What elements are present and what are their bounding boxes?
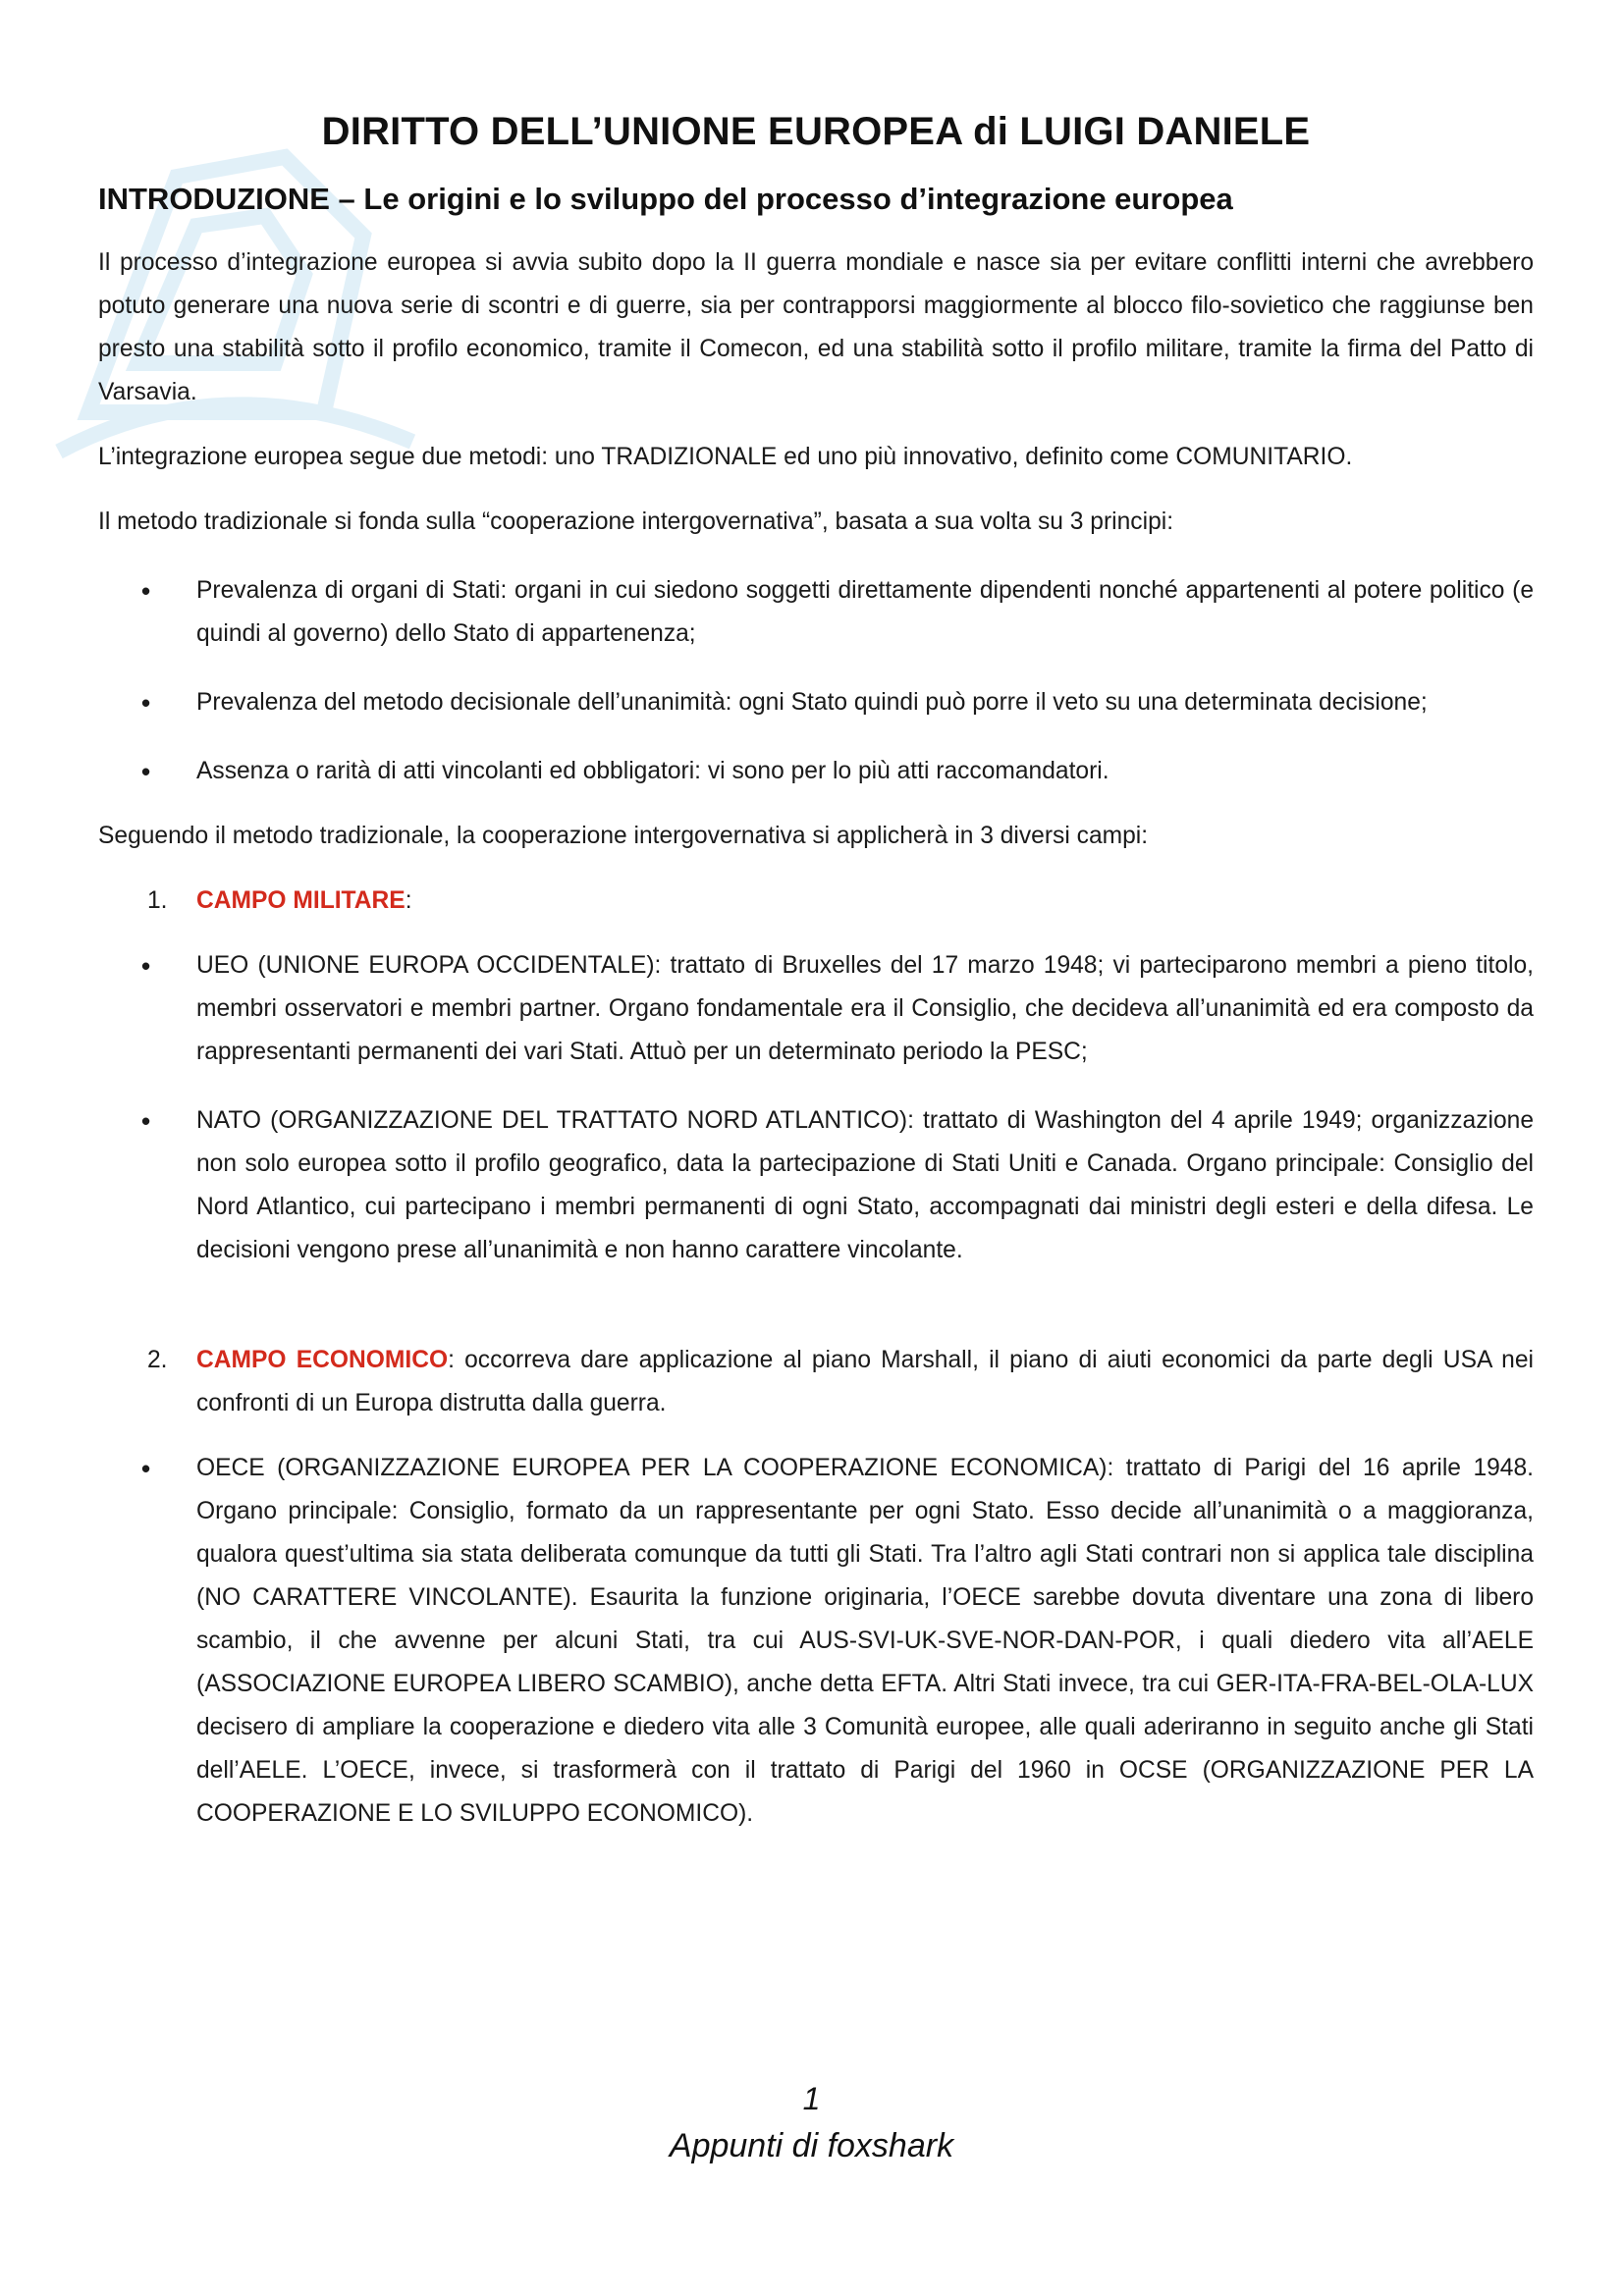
bullet-icon: • [141,688,151,718]
traditional-method-paragraph: Il metodo tradizionale si fonda sulla “cooperazione intergovernativa”, basata a sua volta su 3 principi: [98,508,1174,535]
list-number: 2. [147,1347,168,1373]
ueo-text: UEO (UNIONE EUROPA OCCIDENTALE): trattato di Bruxelles del 17 marzo 1948; vi parteciparono membri a pieno titolo, membri osservatori e membri partner. Organo fondamentale era il Consiglio, che decideva all’unanimità ed era composto da rappresentanti permanenti dei vari Stati. Attuò per un determinato periodo la PESC; [196,952,1534,1065]
principle-text: Assenza o rarità di atti vincolanti ed obbligatori: vi sono per lo più atti raccomandatori. [196,758,1109,784]
bullet-icon: • [141,1454,151,1483]
list-item [98,750,1534,793]
methods-paragraph: L’integrazione europea segue due metodi: uno TRADIZIONALE ed uno più innovativo, definito come COMUNITARIO. [98,444,1353,470]
oece-text: OECE (ORGANIZZAZIONE EUROPEA PER LA COOPERAZIONE ECONOMICA): trattato di Parigi del 16 aprile 1948. Organo principale: Consiglio, formato da un rappresentante per ogni Stato. Esso decide all’unanimità o a maggioranza, qualora quest’ultima sia stata deliberata comunque da tutti gli Stati. Tra l’altro agli Stati contrari non si applica tale disciplina (NO CARATTERE VINCOLANTE). Esaurita la funzione originaria, l’OECE sarebbe dovuta diventare una zona di libero scambio, il che avvenne per alcuni Stati, tra cui AUS-SVI-UK-SVE-NOR-DAN-POR, i quali diedero vita all’AELE (ASSOCIAZIONE EUROPEA LIBERO SCAMBIO), anche detta EFTA. Altri Stati invece, tra cui GER-ITA-FRA-BEL-OLA-LUX decisero di ampliare la cooperazione e diedero vita alle 3 Comunità europee, alle quali aderiranno in seguito anche gli Stati dell’AELE. L’OECE, invece, si trasformerà con il trattato di Parigi del 1960 in OCSE (ORGANIZZAZIONE PER LA COOPERAZIONE E LO SVILUPPO ECONOMICO). [196,1455,1534,1827]
bullet-icon: • [141,757,151,786]
document-title: DIRITTO DELL’UNIONE EUROPEA di LUIGI DANIELE [321,110,1311,153]
list-item [98,1447,1534,1836]
campo-militare-heading: CAMPO MILITARE [196,887,406,914]
campo-economico-suffix: : occorreva dare applicazione al piano Marshall, il piano di aiuti economici da parte degli USA nei confronti di un Europa distrutta dalla guerra. [196,1347,1534,1416]
principle-text: Prevalenza di organi di Stati: organi in cui siedono soggetti direttamente dipendenti nonché appartenenti al potere politico (e quindi al governo) dello Stato di appartenenza; [196,577,1534,647]
nato-text: NATO (ORGANIZZAZIONE DEL TRATTATO NORD ATLANTICO): trattato di Washington del 4 aprile 1949; organizzazione non solo europea sotto il profilo geografico, data la partecipazione di Stati Uniti e Canada. Organo principale: Consiglio del Nord Atlantico, cui partecipano i membri permanenti di ogni Stato, accompagnati dai ministri degli esteri e della difesa. Le decisioni vengono prese all’unanimità e non hanno carattere vincolante. [196,1107,1534,1263]
principle-text: Prevalenza del metodo decisionale dell’unanimità: ogni Stato quindi può porre il veto su una determinata decisione; [196,689,1428,716]
bullet-icon: • [141,951,151,981]
list-number: 1. [147,887,168,914]
intro-paragraph: Il processo d’integrazione europea si avvia subito dopo la II guerra mondiale e nasce sia per evitare conflitti interni che avrebbero potuto generare una nuova serie di scontri e di guerre, sia per contrapporsi maggiormente al blocco filo-sovietico che raggiunse ben presto una stabilità sotto il profilo economico, tramite il Comecon, ed una stabilità sotto il profilo militare, tramite la firma del Patto di Varsavia. [98,249,1534,405]
bullet-icon: • [141,1106,151,1136]
list-item [98,681,1534,724]
bullet-icon: • [141,576,151,606]
campo-economico-heading: CAMPO ECONOMICO [196,1347,449,1373]
campo-militare-suffix: : [405,887,412,914]
numbered-item-military [98,880,1534,923]
list-item [98,569,1534,656]
list-item [98,944,1534,1074]
numbered-item-economic [98,1339,1534,1425]
section-heading: INTRODUZIONE – Le origini e lo sviluppo del processo d’integrazione europea [98,182,1233,216]
document-page [98,106,1534,1836]
footer-text: Appunti di foxshark [669,2127,954,2164]
page-number: 1 [802,2081,821,2116]
list-item [98,1099,1534,1272]
fields-paragraph: Seguendo il metodo tradizionale, la cooperazione intergovernativa si applicherà in 3 diversi campi: [98,823,1149,849]
